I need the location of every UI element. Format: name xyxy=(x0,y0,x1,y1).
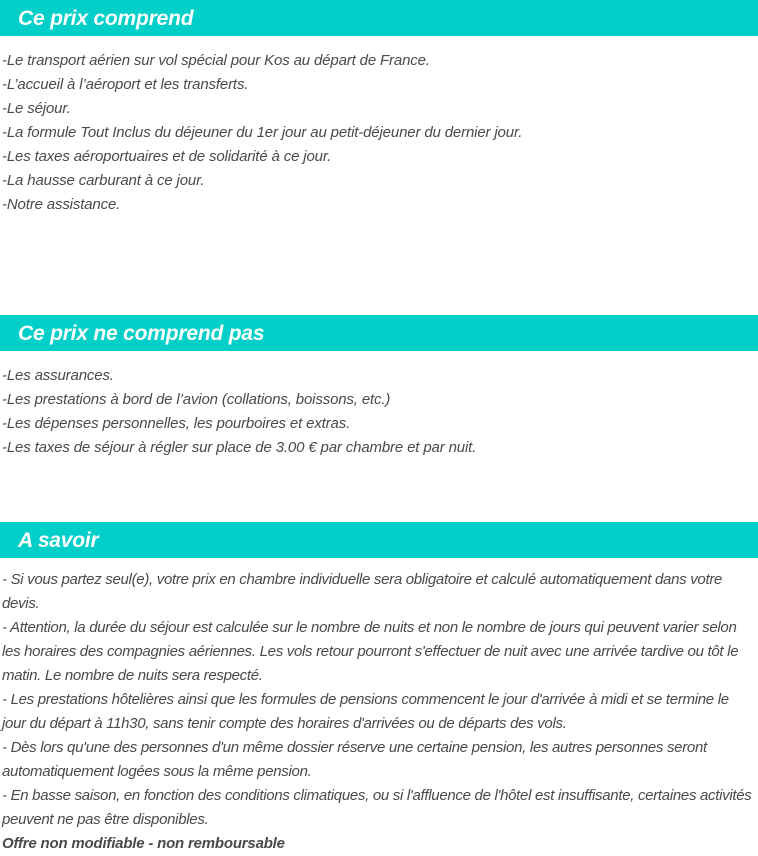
paragraph: - Attention, la durée du séjour est calculée sur le nombre de nuits et non le nombre de jours qui peuvent varier selon les horaires des compagnies aériennes. Les vols retour pourront s'effectuer de nuit avec une arrivée tardive ou tôt le matin. Le nombre de nuits sera respecté. xyxy=(2,619,739,684)
footer-note: Offre non modifiable - non remboursable xyxy=(2,835,285,852)
list-item: -La hausse carburant à ce jour. xyxy=(2,172,205,189)
spacer xyxy=(0,217,758,315)
list-item: -Les assurances. xyxy=(2,367,114,384)
list-item: -Le séjour. xyxy=(2,100,71,117)
paragraph: - Si vous partez seul(e), votre prix en chambre individuelle sera obligatoire et calculé automatiquement dans votre devis. xyxy=(2,571,723,612)
list-item: -L’accueil à l’aéroport et les transferts. xyxy=(2,76,249,93)
spacer xyxy=(0,36,758,49)
section-header-a-savoir xyxy=(0,522,758,558)
list-item: -Les taxes de séjour à régler sur place de 3.00 € par chambre et par nuit. xyxy=(2,439,477,456)
section-body-a-savoir xyxy=(0,568,758,856)
list-item: -Notre assistance. xyxy=(2,196,121,213)
section-body-ce-prix-comprend xyxy=(0,49,758,217)
section-header-ce-prix-comprend xyxy=(0,0,758,36)
section-title: Ce prix ne comprend pas xyxy=(18,321,265,345)
list-item: -Les taxes aéroportuaires et de solidarité à ce jour. xyxy=(2,148,332,165)
section-body-ce-prix-ne-comprend-pas xyxy=(0,364,758,460)
list-item: -La formule Tout Inclus du déjeuner du 1er jour au petit-déjeuner du dernier jour. xyxy=(2,124,523,141)
paragraph: - Dès lors qu'une des personnes d'un même dossier réserve une certaine pension, les autres personnes seront automatiquement logées sous la même pension. xyxy=(2,739,707,780)
paragraph: - Les prestations hôtelières ainsi que les formules de pensions commencent le jour d'arrivée à midi et se termine le jour du départ à 11h30, sans tenir compte des horaires d'arrivées ou de départs des vols. xyxy=(2,691,729,732)
list-item: -Les dépenses personnelles, les pourboires et extras. xyxy=(2,415,351,432)
section-header-ce-prix-ne-comprend-pas xyxy=(0,315,758,351)
spacer xyxy=(0,351,758,364)
paragraph: - En basse saison, en fonction des conditions climatiques, ou si l'affluence de l'hôtel est insuffisante, certaines activités peuvent ne pas être disponibles. xyxy=(2,787,752,828)
spacer xyxy=(0,558,758,568)
list-item: -Le transport aérien sur vol spécial pour Kos au départ de France. xyxy=(2,52,430,69)
section-title: Ce prix comprend xyxy=(18,6,194,30)
list-item: -Les prestations à bord de l’avion (collations, boissons, etc.) xyxy=(2,391,391,408)
section-title: A savoir xyxy=(18,528,99,552)
spacer xyxy=(0,460,758,522)
